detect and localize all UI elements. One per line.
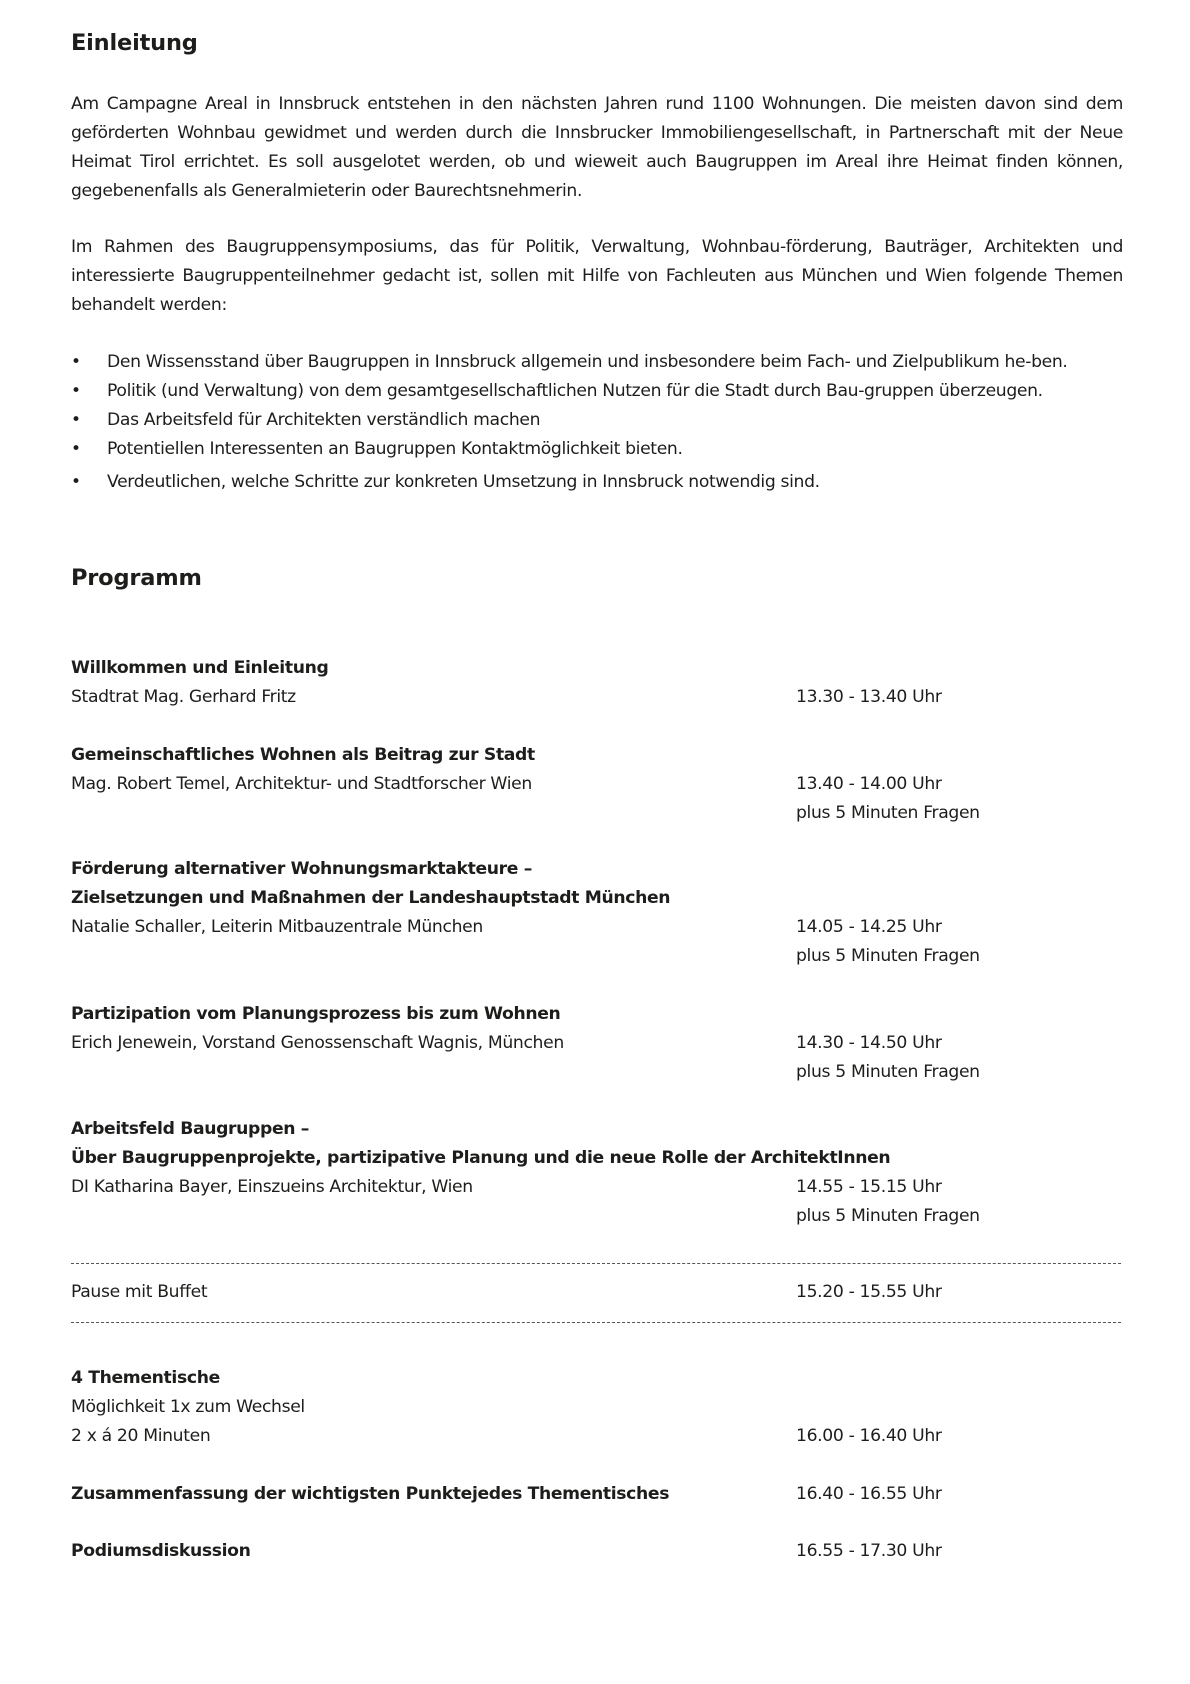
program-item-time: 16.00 - 16.40 Uhr: [796, 1426, 942, 1446]
dashed-divider: [71, 1322, 1121, 1323]
program-item-note: plus 5 Minuten Fragen: [796, 946, 980, 966]
program-item-title-line2: Zielsetzungen und Maßnahmen der Landeshauptstadt München: [71, 888, 671, 908]
intro-paragraph-1: Am Campagne Areal in Innsbruck entstehen in den nächsten Jahren rund 1100 Wohnungen. Die meisten davon sind dem geförderten Wohnbau gewidmet und werden durch die Innsbrucker Immobiliengesellschaft, in Partnerschaft mit der Neue Heimat Tirol errichtet. Es soll ausgelotet werden, ob und wieweit auch Baugruppen im Areal ihre Heimat finden können, gegebenenfalls als Generalmieterin oder Baurechtsnehmerin.: [71, 94, 1123, 201]
program-item: [71, 1115, 1123, 1226]
program-item: [71, 1480, 1123, 1509]
program-item-time: 13.40 - 14.00 Uhr: [796, 774, 942, 794]
topic-item: • Potentiellen Interessenten an Baugruppen Kontaktmöglichkeit bieten.: [71, 435, 1123, 464]
topic-item: • Politik (und Verwaltung) von dem gesamtgesellschaftlichen Nutzen für die Stadt durch Bau-gruppen überzeugen.: [71, 377, 1123, 406]
program-item-title: Partizipation vom Planungsprozess bis zum Wohnen: [71, 1004, 561, 1024]
program-item-title: Gemeinschaftliches Wohnen als Beitrag zur Stadt: [71, 745, 535, 765]
program-item-title: Arbeitsfeld Baugruppen –: [71, 1119, 310, 1139]
program-item-time: 14.30 - 14.50 Uhr: [796, 1033, 942, 1053]
program-item: [71, 741, 1123, 823]
program-item-title: Willkommen und Einleitung: [71, 658, 329, 678]
intro-heading: Einleitung: [71, 30, 198, 56]
pause-time: 15.20 - 15.55 Uhr: [796, 1282, 942, 1302]
program-item-speaker: Erich Jenewein, Vorstand Genossenschaft Wagnis, München: [71, 1033, 564, 1053]
program-item: [71, 654, 1123, 712]
program-item-note: plus 5 Minuten Fragen: [796, 803, 980, 823]
program-item-title: Förderung alternativer Wohnungsmarktakteure –: [71, 859, 532, 879]
topic-item: • Den Wissensstand über Baugruppen in Innsbruck allgemein und insbesondere beim Fach- und Zielpublikum he-ben.: [71, 348, 1123, 377]
program-heading: Programm: [71, 565, 202, 591]
program-item-time: 14.05 - 14.25 Uhr: [796, 917, 942, 937]
program-item-title-line2: Über Baugruppenprojekte, partizipative Planung und die neue Rolle der ArchitektInnen: [71, 1148, 891, 1168]
program-item: [71, 855, 1123, 966]
program-item-time: 14.55 - 15.15 Uhr: [796, 1177, 942, 1197]
pause-row: [71, 1278, 1123, 1307]
program-item-speaker: Mag. Robert Temel, Architektur- und Stadtforscher Wien: [71, 774, 532, 794]
program-item-note: plus 5 Minuten Fragen: [796, 1206, 980, 1226]
program-item-detail: Möglichkeit 1x zum Wechsel: [71, 1397, 305, 1417]
program-item-time: 13.30 - 13.40 Uhr: [796, 687, 942, 707]
program-item-title: Zusammenfassung der wichtigsten Punktejedes Thementisches: [71, 1484, 670, 1504]
topics-list: [71, 348, 1123, 497]
topic-item: • Das Arbeitsfeld für Architekten verständlich machen: [71, 406, 1123, 435]
program-item: [71, 1000, 1123, 1082]
program-item-speaker: Natalie Schaller, Leiterin Mitbauzentrale München: [71, 917, 483, 937]
program-item-time: 16.55 - 17.30 Uhr: [796, 1541, 942, 1561]
topic-item: • Verdeutlichen, welche Schritte zur konkreten Umsetzung in Innsbruck notwendig sind.: [71, 468, 1123, 497]
program-item-title: 4 Thementische: [71, 1368, 220, 1388]
program-item-speaker: Stadtrat Mag. Gerhard Fritz: [71, 687, 296, 707]
program-item-time: 16.40 - 16.55 Uhr: [796, 1484, 942, 1504]
program-item-detail: 2 x á 20 Minuten: [71, 1426, 211, 1446]
program-item-speaker: DI Katharina Bayer, Einszueins Architektur, Wien: [71, 1177, 473, 1197]
program-item-note: plus 5 Minuten Fragen: [796, 1062, 980, 1082]
pause-label: Pause mit Buffet: [71, 1282, 208, 1302]
program-item-title: Podiumsdiskussion: [71, 1541, 251, 1561]
dashed-divider: [71, 1263, 1121, 1264]
intro-paragraph-2: Im Rahmen des Baugruppensymposiums, das für Politik, Verwaltung, Wohnbau-förderung, Bauträger, Architekten und interessierte Baugruppenteilnehmer gedacht ist, sollen mit Hilfe von Fachleuten aus München und Wien folgende Themen behandelt werden:: [71, 237, 1123, 315]
program-item: [71, 1537, 1123, 1566]
program-item: [71, 1364, 1123, 1451]
